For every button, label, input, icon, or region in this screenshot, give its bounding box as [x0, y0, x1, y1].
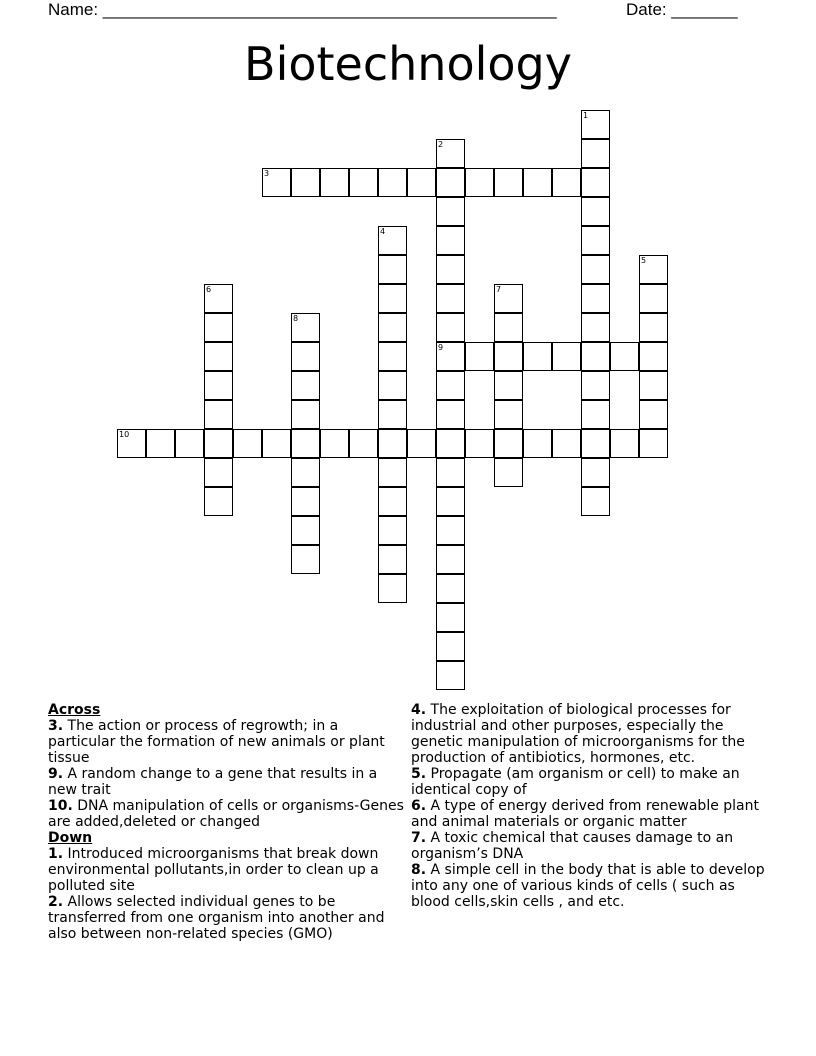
clue-text: A simple cell in the body that is able to develop into any one of various kinds of cells ( such as blood cells,skin cells , and etc.	[411, 862, 765, 910]
crossword-cell[interactable]	[291, 458, 320, 487]
clue-number: 10.	[48, 798, 73, 814]
clue-item	[411, 830, 771, 862]
clue-item	[411, 702, 771, 766]
name-field-label: Name: ________________________________________________	[48, 0, 557, 19]
crossword-cell[interactable]	[494, 313, 523, 342]
clue-text: DNA manipulation of cells or organisms-Genes are added,deleted or changed	[48, 798, 404, 830]
down-clue-list	[48, 846, 408, 942]
crossword-cell[interactable]	[639, 313, 668, 342]
crossword-cell[interactable]	[639, 284, 668, 313]
clue-text: The action or process of regrowth; in a particular the formation of new animals or plant tissue	[48, 718, 385, 766]
crossword-cell[interactable]	[581, 255, 610, 284]
clue-number: 3.	[48, 718, 64, 734]
crossword-cell[interactable]	[291, 168, 320, 197]
crossword-cell[interactable]	[494, 284, 523, 313]
crossword-cell[interactable]	[204, 429, 233, 458]
crossword-cell[interactable]	[523, 429, 552, 458]
crossword-cell[interactable]	[581, 284, 610, 313]
crossword-cell[interactable]	[494, 400, 523, 429]
clue-number: 5.	[411, 766, 427, 782]
crossword-cell[interactable]	[262, 168, 291, 197]
crossword-cell[interactable]	[378, 342, 407, 371]
clue-item	[48, 718, 408, 766]
crossword-cell[interactable]	[146, 429, 175, 458]
clue-item	[411, 766, 771, 798]
crossword-cell[interactable]	[494, 429, 523, 458]
crossword-cell[interactable]	[436, 429, 465, 458]
clue-number: 2.	[48, 894, 64, 910]
crossword-cell[interactable]	[378, 284, 407, 313]
crossword-cell[interactable]	[436, 632, 465, 661]
crossword-cell[interactable]	[465, 429, 494, 458]
across-clue-list	[48, 718, 408, 830]
crossword-cell[interactable]	[291, 313, 320, 342]
crossword-cell[interactable]	[581, 313, 610, 342]
clue-number: 2	[438, 140, 444, 149]
page-title: Biotechnology	[244, 37, 572, 91]
crossword-cell[interactable]	[378, 545, 407, 574]
crossword-cell[interactable]	[378, 574, 407, 603]
crossword-cell[interactable]	[581, 458, 610, 487]
crossword-cell[interactable]	[291, 429, 320, 458]
down-clue-list-continued	[411, 702, 771, 910]
crossword-cell[interactable]	[436, 487, 465, 516]
crossword-cell[interactable]	[523, 342, 552, 371]
crossword-cell[interactable]	[407, 429, 436, 458]
crossword-cell[interactable]	[378, 458, 407, 487]
crossword-cell[interactable]	[552, 429, 581, 458]
crossword-cell[interactable]	[378, 371, 407, 400]
crossword-cell[interactable]	[436, 197, 465, 226]
crossword-cell[interactable]	[378, 226, 407, 255]
clue-number: 4.	[411, 702, 427, 718]
clues-left-column	[48, 702, 408, 942]
clue-item	[411, 798, 771, 830]
clue-item	[411, 862, 771, 910]
crossword-cell[interactable]	[204, 487, 233, 516]
clue-number: 8	[293, 314, 299, 323]
crossword-cell[interactable]	[436, 661, 465, 690]
crossword-cell[interactable]	[465, 342, 494, 371]
clue-number: 1	[583, 111, 589, 120]
crossword-cell[interactable]	[204, 371, 233, 400]
crossword-cell[interactable]	[378, 255, 407, 284]
crossword-cell[interactable]	[581, 226, 610, 255]
crossword-cell[interactable]	[320, 168, 349, 197]
clue-number: 6	[206, 285, 212, 294]
crossword-cell[interactable]	[581, 429, 610, 458]
crossword-cell[interactable]	[436, 516, 465, 545]
crossword-cell[interactable]	[291, 516, 320, 545]
clue-number: 5	[641, 256, 647, 265]
crossword-cell[interactable]	[552, 342, 581, 371]
crossword-cell[interactable]	[436, 574, 465, 603]
crossword-cell[interactable]	[349, 429, 378, 458]
crossword-cell[interactable]	[378, 516, 407, 545]
crossword-cell[interactable]	[581, 197, 610, 226]
clue-number: 9.	[48, 766, 64, 782]
clue-text: The exploitation of biological processes for industrial and other purposes, especially the genetic manipulation of microorganisms for the production of antibiotics, hormones, etc.	[411, 702, 745, 766]
crossword-cell[interactable]	[291, 487, 320, 516]
crossword-cell[interactable]	[436, 168, 465, 197]
crossword-cell[interactable]	[378, 313, 407, 342]
clues-right-column	[411, 702, 771, 910]
crossword-cell[interactable]	[378, 429, 407, 458]
crossword-cell[interactable]	[291, 400, 320, 429]
crossword-cell[interactable]	[494, 342, 523, 371]
crossword-cell[interactable]	[291, 371, 320, 400]
crossword-cell[interactable]	[610, 429, 639, 458]
crossword-cell[interactable]	[436, 313, 465, 342]
crossword-cell[interactable]	[349, 168, 378, 197]
clue-number: 7.	[411, 830, 427, 846]
crossword-cell[interactable]	[291, 342, 320, 371]
clue-number: 9	[438, 343, 444, 352]
crossword-cell[interactable]	[436, 255, 465, 284]
crossword-cell[interactable]	[436, 458, 465, 487]
crossword-cell[interactable]	[378, 487, 407, 516]
crossword-cell[interactable]	[639, 429, 668, 458]
crossword-cell[interactable]	[291, 545, 320, 574]
crossword-cell[interactable]	[436, 139, 465, 168]
crossword-cell[interactable]	[494, 371, 523, 400]
clue-text: Propagate (am organism or cell) to make an identical copy of	[411, 766, 740, 798]
crossword-cell[interactable]	[436, 545, 465, 574]
crossword-cell[interactable]	[494, 168, 523, 197]
crossword-cell[interactable]	[204, 458, 233, 487]
clue-item	[48, 894, 408, 942]
clue-item	[48, 846, 408, 894]
crossword-cell[interactable]	[639, 371, 668, 400]
crossword-cell[interactable]	[233, 429, 262, 458]
crossword-cell[interactable]	[639, 342, 668, 371]
crossword-cell[interactable]	[204, 400, 233, 429]
crossword-cell[interactable]	[581, 168, 610, 197]
crossword-cell[interactable]	[378, 168, 407, 197]
clue-item	[48, 798, 408, 830]
crossword-cell[interactable]	[436, 371, 465, 400]
crossword-cell[interactable]	[436, 342, 465, 371]
crossword-cell[interactable]	[581, 371, 610, 400]
clue-text: Introduced microorganisms that break down environmental pollutants,in order to clean up a polluted site	[48, 846, 379, 894]
across-heading: Across	[48, 702, 101, 718]
clue-number: 1.	[48, 846, 64, 862]
clue-number: 3	[264, 169, 270, 178]
clue-number: 8.	[411, 862, 427, 878]
clue-number: 10	[119, 430, 130, 439]
crossword-cell[interactable]	[465, 168, 494, 197]
down-heading: Down	[48, 830, 93, 846]
crossword-cell[interactable]	[581, 110, 610, 139]
clue-text: A type of energy derived from renewable plant and animal materials or organic matter	[411, 798, 759, 830]
crossword-cell[interactable]	[175, 429, 204, 458]
crossword-cell[interactable]	[117, 429, 146, 458]
date-field-label: Date: _______	[626, 0, 738, 19]
crossword-cell[interactable]	[523, 168, 552, 197]
crossword-cell[interactable]	[378, 400, 407, 429]
clue-text: A toxic chemical that causes damage to an organism’s DNA	[411, 830, 734, 862]
crossword-cell[interactable]	[436, 284, 465, 313]
clue-text: Allows selected individual genes to be transferred from one organism into another and also between non-related species (GMO)	[48, 894, 385, 942]
crossword-cell[interactable]	[204, 313, 233, 342]
crossword-cell[interactable]	[581, 342, 610, 371]
crossword-cell[interactable]	[581, 487, 610, 516]
crossword-cell[interactable]	[639, 400, 668, 429]
crossword-cell[interactable]	[639, 255, 668, 284]
crossword-cell[interactable]	[262, 429, 291, 458]
crossword-cell[interactable]	[436, 603, 465, 632]
crossword-cell[interactable]	[320, 429, 349, 458]
crossword-cell[interactable]	[494, 458, 523, 487]
crossword-cell[interactable]	[552, 168, 581, 197]
crossword-cell[interactable]	[610, 342, 639, 371]
crossword-cell[interactable]	[436, 400, 465, 429]
crossword-cell[interactable]	[581, 400, 610, 429]
clue-number: 6.	[411, 798, 427, 814]
clue-item	[48, 766, 408, 798]
crossword-cell[interactable]	[204, 284, 233, 313]
crossword-cell[interactable]	[407, 168, 436, 197]
clue-text: A random change to a gene that results in a new trait	[48, 766, 378, 798]
crossword-cell[interactable]	[204, 342, 233, 371]
clue-number: 4	[380, 227, 386, 236]
clue-number: 7	[496, 285, 502, 294]
crossword-cell[interactable]	[581, 139, 610, 168]
crossword-cell[interactable]	[436, 226, 465, 255]
